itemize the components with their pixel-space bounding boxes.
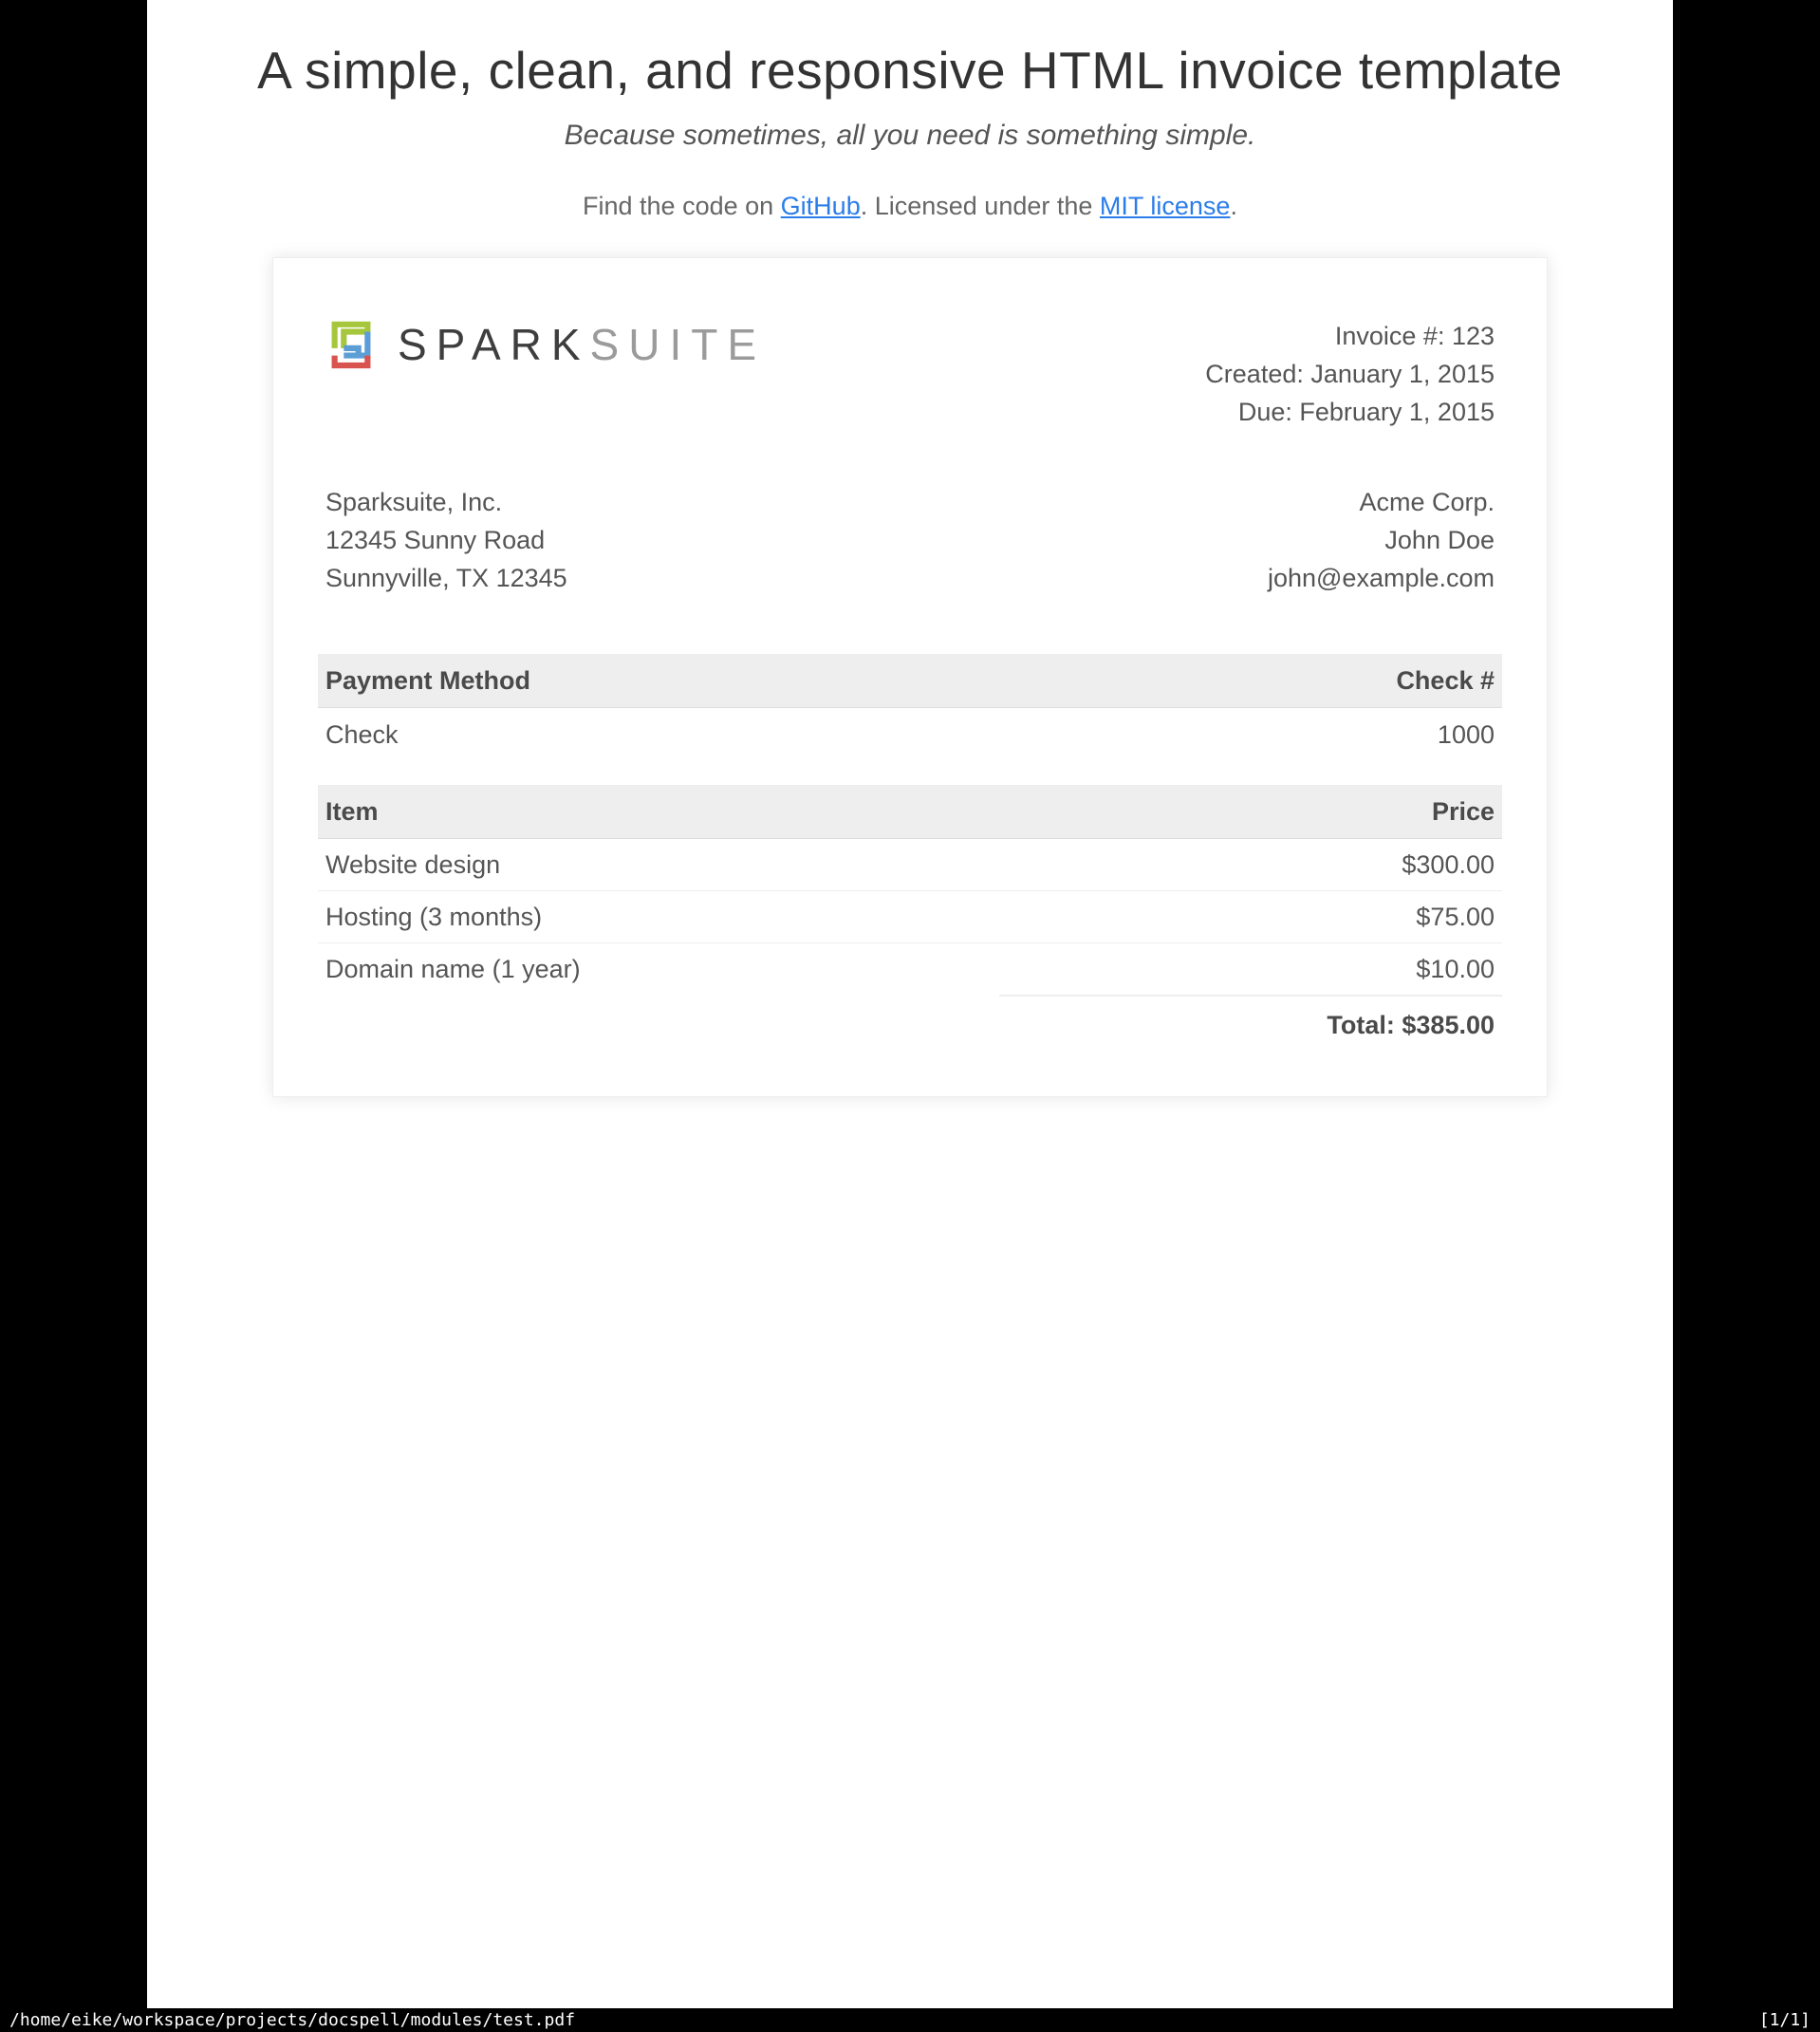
items-table: [318, 785, 1502, 1052]
github-link[interactable]: GitHub: [780, 192, 861, 220]
invoice-created-date: Created: January 1, 2015: [1205, 360, 1495, 388]
invoice-total: Total: $385.00: [999, 996, 1502, 1052]
payment-method-table: [318, 654, 1502, 785]
statusbar: [0, 2008, 1820, 2032]
payment-method-header: Payment Method: [318, 654, 999, 708]
total-row: [318, 996, 1502, 1052]
page-title: A simple, clean, and responsive HTML invoice template: [257, 41, 1563, 100]
item-price: $300.00: [999, 839, 1502, 891]
item-price: $75.00: [999, 891, 1502, 943]
payment-table-header: [318, 654, 1502, 708]
addresses-row: [318, 483, 1502, 597]
statusbar-file-path: /home/eike/workspace/projects/docspell/modules/test.pdf: [9, 2010, 576, 2030]
buyer-address: [1268, 483, 1495, 597]
item-price: $10.00: [1416, 955, 1495, 983]
seller-company: Sparksuite, Inc.: [325, 488, 503, 516]
intro-line: [147, 192, 1673, 221]
check-number-value: 1000: [1437, 720, 1495, 749]
intro-text-middle: . Licensed under the: [860, 192, 1100, 220]
page-subtitle: Because sometimes, all you need is something simple.: [564, 120, 1256, 151]
invoice-box: [272, 257, 1548, 1097]
seller-address: [325, 483, 567, 597]
buyer-email: john@example.com: [1267, 564, 1495, 592]
pdf-page: [147, 0, 1673, 2008]
buyer-company: Acme Corp.: [1359, 488, 1495, 516]
sparksuite-s-mark-icon: [325, 317, 398, 372]
payment-table-row: [318, 708, 1502, 786]
logo-word-spark: SPARK: [398, 320, 590, 369]
payment-method-value: Check: [325, 720, 399, 749]
mit-license-link[interactable]: MIT license: [1099, 192, 1231, 220]
item-header: Item: [318, 785, 999, 839]
intro-text-after: .: [1230, 192, 1237, 220]
items-table-header: [318, 785, 1502, 839]
table-row: [318, 891, 1502, 943]
invoice-number: Invoice #: 123: [1334, 322, 1495, 350]
sparksuite-logo: [325, 317, 766, 372]
invoice-header-row: [318, 303, 1502, 431]
logo-word-suite: SUITE: [589, 320, 767, 369]
statusbar-page-indicator: [1/1]: [1758, 2010, 1811, 2030]
item-name: Website design: [318, 839, 999, 891]
item-name: Domain name (1 year): [325, 955, 581, 983]
seller-city: Sunnyville, TX 12345: [325, 564, 567, 592]
table-row: [318, 943, 1502, 997]
invoice-due-date: Due: February 1, 2015: [1237, 398, 1495, 426]
table-row: [318, 839, 1502, 891]
buyer-contact: John Doe: [1384, 526, 1495, 554]
price-header: Price: [999, 785, 1502, 839]
logo-wordmark: [398, 317, 766, 372]
item-name: Hosting (3 months): [318, 891, 999, 943]
seller-street: 12345 Sunny Road: [325, 526, 546, 554]
invoice-meta: [1205, 317, 1495, 431]
intro-text-before: Find the code on: [583, 192, 781, 220]
check-number-header: Check #: [999, 654, 1502, 708]
